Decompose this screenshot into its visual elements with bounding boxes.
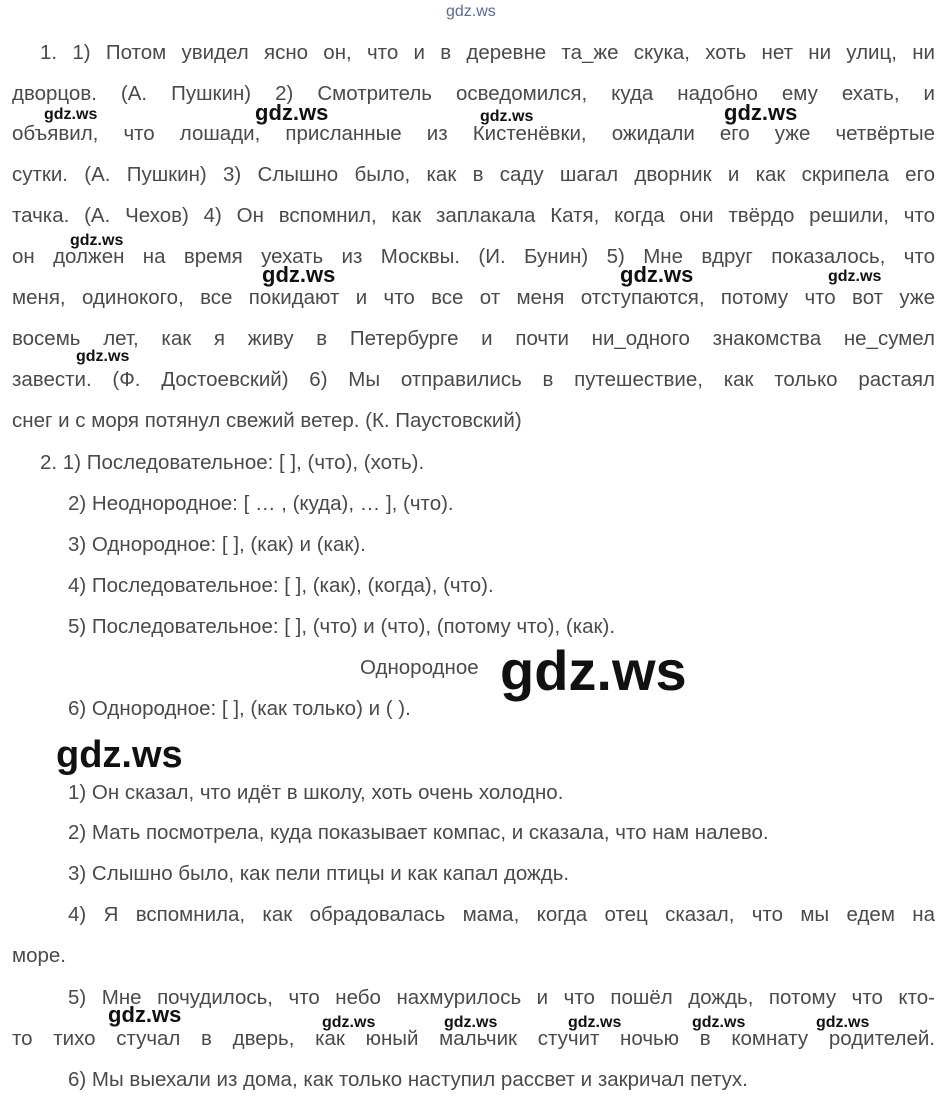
watermark: gdz.ws <box>444 1014 498 1031</box>
task3-line-1: 1) Он сказал, что идёт в школу, хоть очень холодно. <box>68 781 564 804</box>
task2-line-5: 5) Последовательное: [ ], (что) и (что), (потому что), (как). <box>68 615 616 638</box>
task2-line-1: 2. 1) Последовательное: [ ], (что), (хоть). <box>40 451 425 474</box>
watermark: gdz.ws <box>108 1002 182 1027</box>
task2-line-6: Однородное <box>360 656 479 679</box>
task1-line-2: дворцов. (А. Пушкин) 2) Смотритель осведомился, куда надобно ему ехать, и <box>12 82 935 105</box>
task1-line-9: завести. (Ф. Достоевский) 6) Мы отправились в путешествие, как только растаял <box>12 368 935 391</box>
task3-line-2: 2) Мать посмотрела, куда показывает компас, и сказала, что нам налево. <box>68 821 769 844</box>
task3-line-6: 5) Мне почудилось, что небо нахмурилось и что пошёл дождь, потому что кто- <box>68 986 935 1009</box>
task3-line-7: то тихо стучал в дверь, как юный мальчик стучит ночью в комнату родителей. <box>12 1027 935 1050</box>
watermark: gdz.ws <box>568 1014 622 1031</box>
watermark: gdz.ws <box>76 348 130 365</box>
task1-line-6: он должен на время уехать из Москвы. (И. Бунин) 5) Мне вдруг показалось, что <box>12 245 935 268</box>
task2-line-4: 4) Последовательное: [ ], (как), (когда), (что). <box>68 574 494 597</box>
task1-line-8: восемь лет, как я живу в Петербурге и почти ни_одного знакомства не_сумел <box>12 327 935 350</box>
watermark: gdz.ws <box>828 268 882 285</box>
task2-line-3: 3) Однородное: [ ], (как) и (как). <box>68 533 366 556</box>
watermark: gdz.ws <box>44 106 98 123</box>
watermark: gdz.ws <box>255 100 329 125</box>
task1-line-7: меня, одинокого, все покидают и что все от меня отступаются, потому что вот уже <box>12 286 935 309</box>
watermark: gdz.ws <box>70 232 124 249</box>
watermark: gdz.ws <box>500 639 687 702</box>
task3-line-8: 6) Мы выехали из дома, как только наступил рассвет и закричал петух. <box>68 1068 748 1091</box>
task2-line-2: 2) Неоднородное: [ … , (куда), … ], (что). <box>68 492 454 515</box>
watermark: gdz.ws <box>724 100 798 125</box>
top-watermark: gdz.ws <box>446 3 496 20</box>
watermark: gdz.ws <box>262 262 336 287</box>
task3-line-5: море. <box>12 944 66 967</box>
task1-line-5: тачка. (А. Чехов) 4) Он вспомнил, как заплакала Катя, когда они твёрдо решили, что <box>12 204 935 227</box>
task3-line-3: 3) Слышно было, как пели птицы и как капал дождь. <box>68 862 570 885</box>
task1-line-1: 1. 1) Потом увидел ясно он, что и в деревне та_же скука, хоть нет ни улиц, ни <box>40 41 935 64</box>
watermark: gdz.ws <box>620 262 694 287</box>
watermark: gdz.ws <box>322 1014 376 1031</box>
task3-line-4: 4) Я вспомнила, как обрадовалась мама, когда отец сказал, что мы едем на <box>68 903 935 926</box>
watermark: gdz.ws <box>480 108 534 125</box>
task1-line-4: сутки. (А. Пушкин) 3) Слышно было, как в саду шагал дворник и как скрипела его <box>12 163 935 186</box>
task1-line-3: объявил, что лошади, присланные из Кистенёвки, ожидали его уже четвёртые <box>12 122 935 145</box>
task2-line-7: 6) Однородное: [ ], (как только) и ( ). <box>68 697 411 720</box>
task1-line-10: снег и с моря потянул свежий ветер. (К. Паустовский) <box>12 409 522 432</box>
watermark: gdz.ws <box>816 1014 870 1031</box>
watermark: gdz.ws <box>56 734 183 776</box>
watermark: gdz.ws <box>692 1014 746 1031</box>
